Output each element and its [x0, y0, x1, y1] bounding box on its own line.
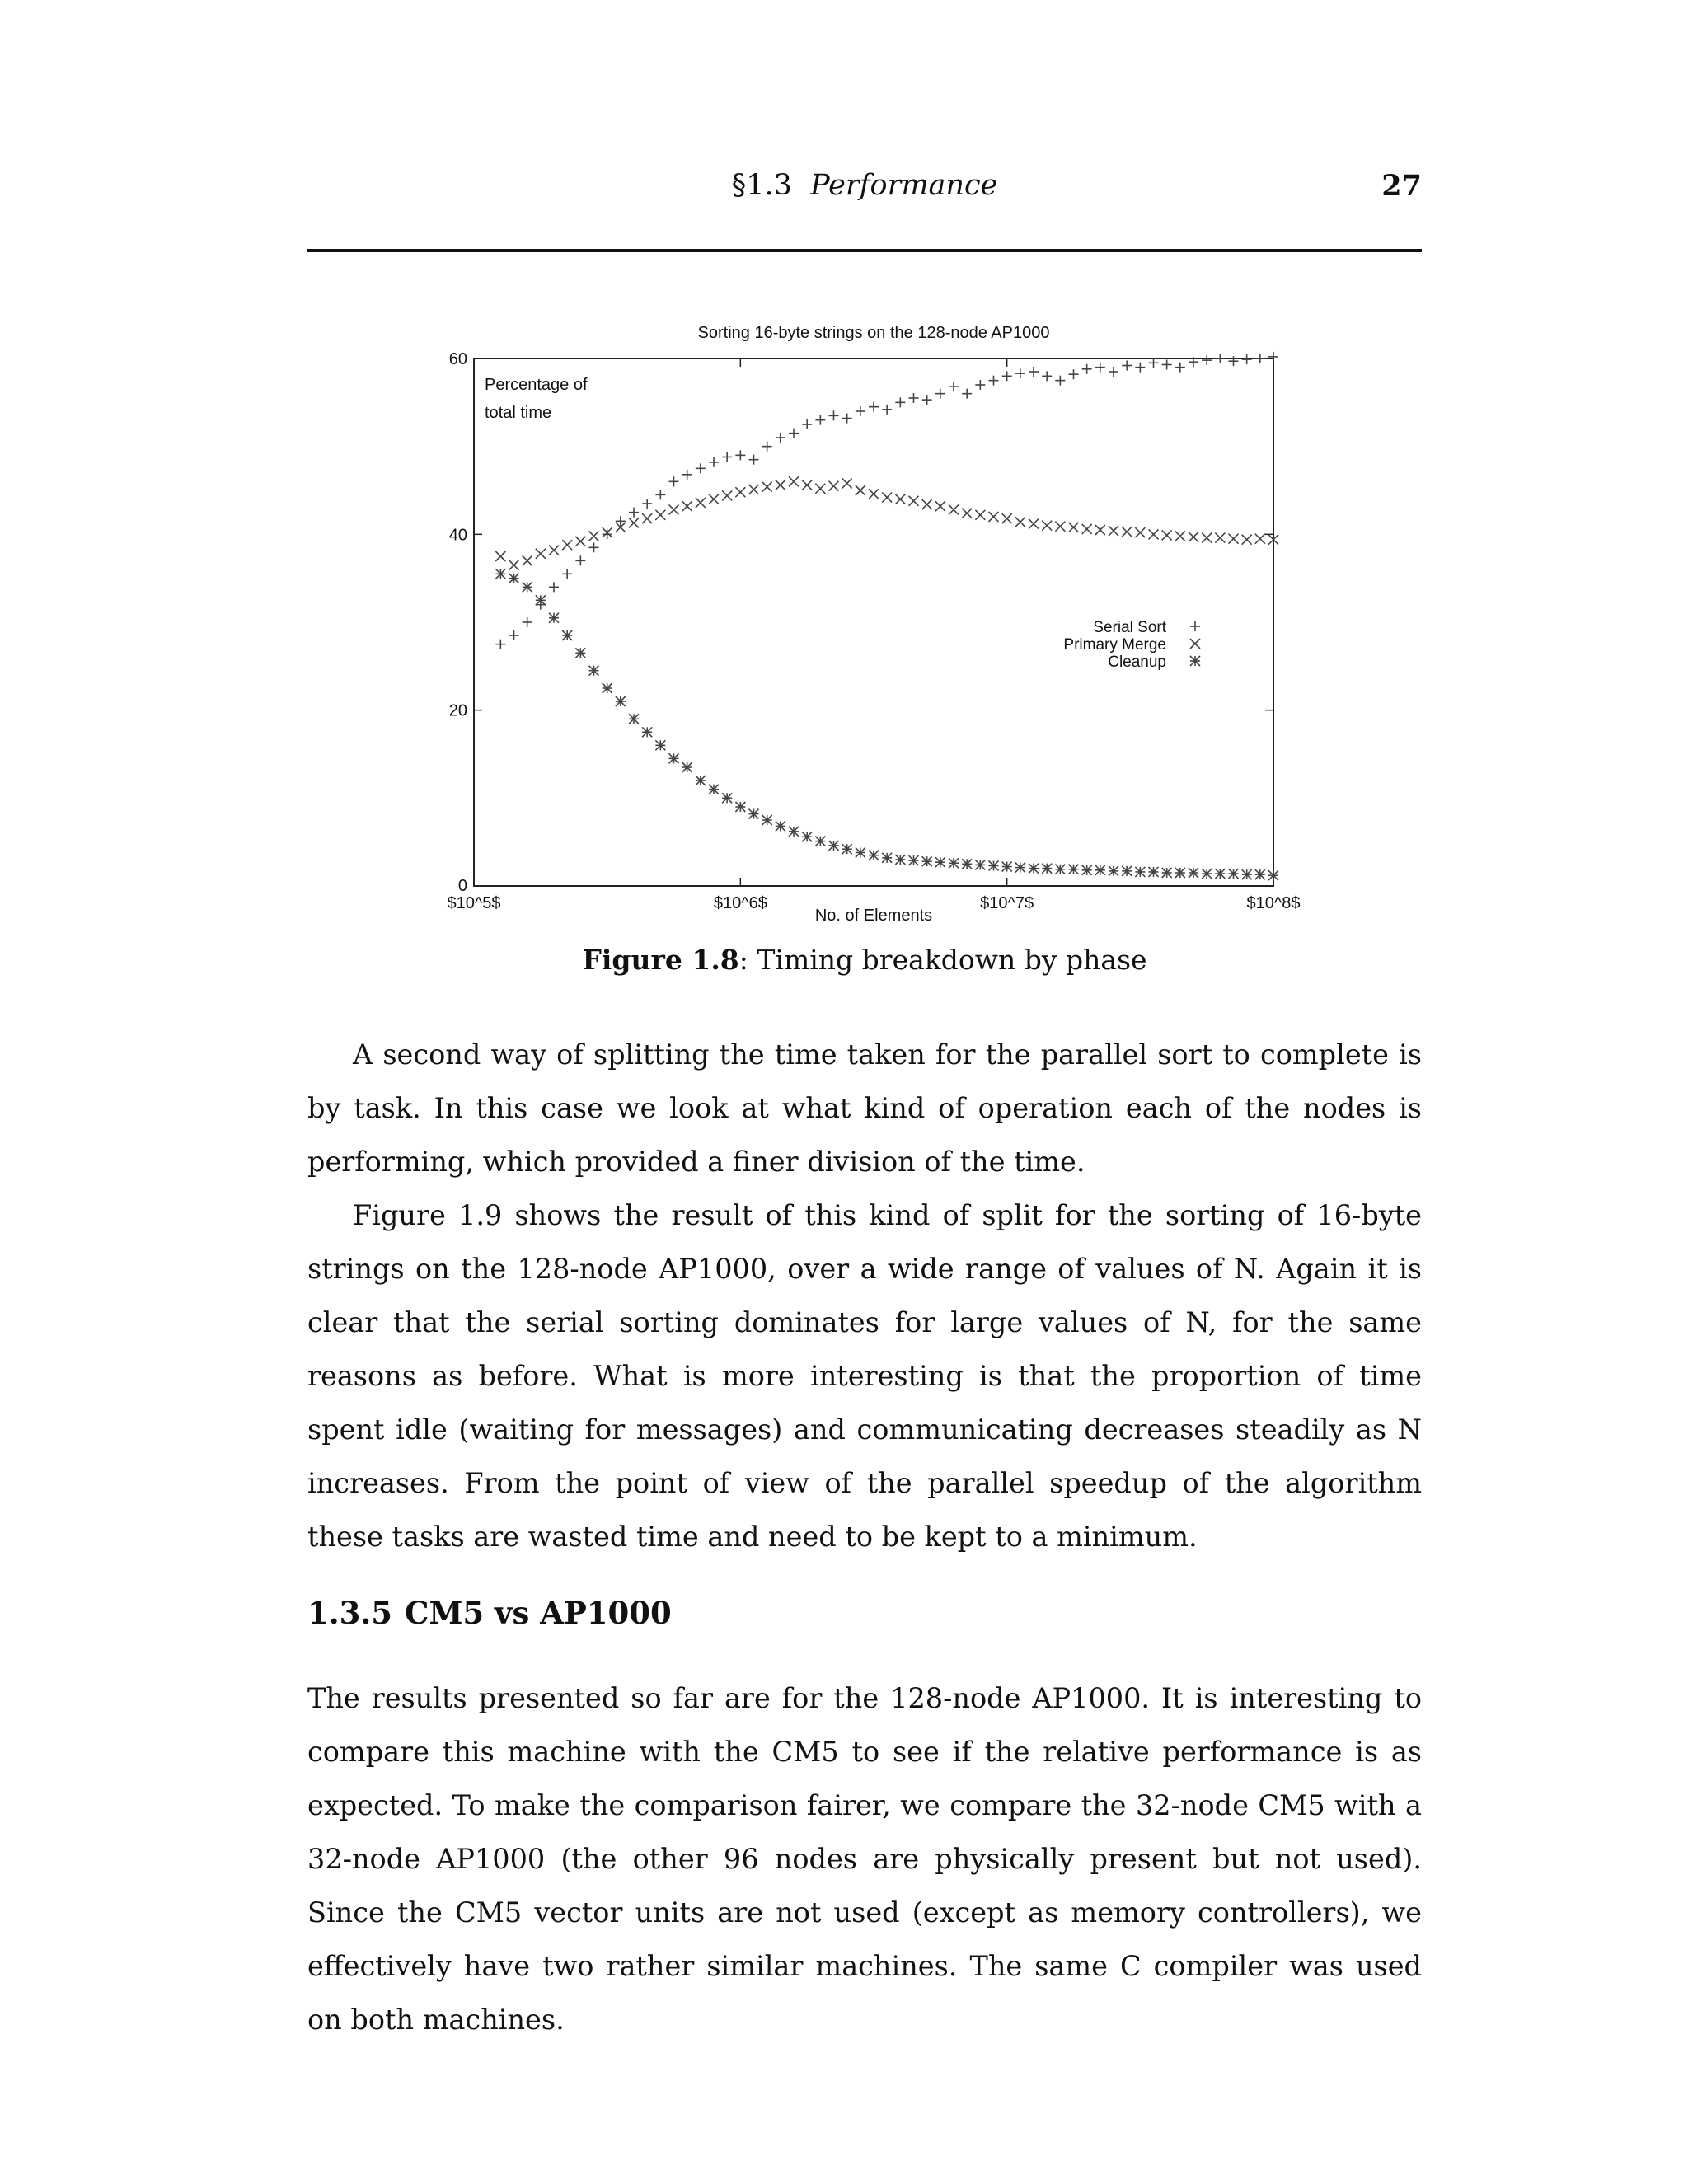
cleanup-point	[962, 859, 972, 869]
primary-merge-point	[562, 540, 572, 550]
legend-marker	[1190, 621, 1200, 631]
cleanup-point	[1029, 864, 1039, 874]
primary-merge-point	[549, 546, 559, 555]
serial-sort-point	[962, 389, 972, 399]
cleanup-point	[1015, 863, 1025, 873]
cleanup-point	[1095, 865, 1105, 875]
cleanup-point	[762, 815, 772, 825]
serial-sort-point	[629, 508, 639, 518]
primary-merge-point	[1122, 527, 1132, 537]
primary-merge-point	[975, 510, 985, 520]
cleanup-point	[1042, 864, 1052, 874]
primary-merge-point	[882, 493, 892, 503]
legend-label: Cleanup	[1108, 654, 1166, 671]
ylabel-line-1: Percentage of	[485, 376, 588, 394]
serial-sort-point	[749, 455, 759, 465]
primary-merge-point	[949, 504, 959, 514]
primary-merge-point	[1202, 533, 1212, 543]
cleanup-point	[1162, 868, 1172, 878]
serial-sort-point	[882, 405, 892, 415]
serial-sort-point	[856, 406, 865, 416]
x-tick-label: $10^5$	[447, 894, 501, 912]
serial-sort-point	[1202, 355, 1212, 365]
primary-merge-point	[749, 485, 759, 494]
cleanup-point	[922, 856, 932, 866]
data-points	[495, 352, 1278, 880]
chart-title: Sorting 16-byte strings on the 128-node AP1000	[697, 324, 1050, 342]
cleanup-point	[842, 844, 852, 854]
cleanup-point	[1255, 869, 1265, 879]
cleanup-point	[989, 860, 999, 870]
serial-sort-point	[1015, 368, 1025, 378]
cleanup-point	[562, 630, 572, 640]
primary-merge-point	[735, 487, 745, 497]
serial-sort-point	[776, 433, 785, 443]
serial-sort-point	[829, 410, 839, 420]
primary-merge-point	[842, 478, 852, 488]
cleanup-point	[776, 821, 785, 831]
primary-merge-point	[1095, 525, 1105, 535]
primary-merge-point	[1229, 534, 1239, 544]
cleanup-point	[1215, 869, 1225, 879]
primary-merge-point	[1029, 519, 1039, 529]
primary-merge-point	[709, 494, 719, 504]
caption-text: : Timing breakdown by phase	[738, 944, 1147, 976]
serial-sort-point	[762, 442, 772, 452]
cleanup-point	[589, 666, 599, 676]
cleanup-point	[696, 776, 706, 785]
serial-sort-point	[495, 640, 505, 649]
serial-sort-point	[802, 419, 812, 429]
serial-sort-point	[523, 617, 532, 627]
serial-sort-point	[709, 457, 719, 467]
cleanup-point	[1002, 862, 1012, 872]
primary-merge-point	[856, 485, 865, 495]
primary-merge-point	[895, 494, 905, 504]
caption-label: Figure 1.8	[582, 944, 739, 976]
ylabel-line-2: total time	[485, 404, 552, 422]
y-tick-label: 60	[448, 350, 467, 368]
primary-merge-point	[922, 499, 932, 509]
serial-sort-point	[1149, 358, 1159, 368]
section-number: 1.3.5	[307, 1595, 392, 1631]
cleanup-point	[802, 832, 812, 841]
primary-merge-point	[829, 481, 839, 491]
x-tick-label: $10^6$	[713, 894, 767, 912]
serial-sort-point	[1109, 367, 1118, 377]
cleanup-point	[1109, 866, 1118, 876]
serial-sort-point	[895, 397, 905, 407]
y-tick-label: 0	[457, 877, 467, 895]
primary-merge-point	[1069, 523, 1079, 532]
primary-merge-point	[495, 551, 505, 561]
serial-sort-point	[735, 450, 745, 460]
primary-merge-point	[523, 555, 532, 565]
cleanup-point	[603, 683, 612, 693]
timing-chart	[420, 313, 1311, 940]
cleanup-point	[575, 648, 585, 658]
paragraph: The results presented so far are for the 128-node AP1000. It is interesting to compare this machine with the CM5 to see if the relative performance is as expected. To make the comparison fairer, we compare the 32-node CM5 with a 32-node AP1000 (the other 96 nodes are physically present but not used). Since the CM5 vector units are not used (except as memory controllers), we effectively have two rather similar machines. The same C compiler was used on both machines.	[307, 1682, 1422, 2036]
x-tick-label: $10^7$	[980, 894, 1034, 912]
serial-sort-point	[1242, 354, 1252, 364]
cleanup-point	[1082, 865, 1092, 875]
primary-merge-point	[682, 501, 692, 511]
primary-merge-point	[1162, 530, 1172, 540]
serial-sort-point	[1215, 354, 1225, 363]
cleanup-point	[1122, 866, 1132, 876]
serial-sort-point	[935, 389, 945, 399]
cleanup-point	[975, 860, 985, 869]
primary-merge-point	[696, 498, 706, 508]
primary-merge-point	[762, 482, 772, 492]
serial-sort-point	[655, 490, 665, 499]
primary-merge-point	[509, 560, 519, 570]
cleanup-point	[1268, 870, 1278, 880]
cleanup-point	[536, 595, 546, 605]
serial-sort-point	[1162, 359, 1172, 369]
y-tick-label: 40	[448, 526, 467, 545]
serial-sort-point	[642, 499, 652, 509]
serial-sort-point	[722, 452, 732, 462]
serial-sort-point	[922, 395, 932, 405]
primary-merge-point	[1109, 526, 1118, 536]
primary-merge-point	[1015, 517, 1025, 527]
axis-ticks	[448, 350, 1301, 912]
primary-merge-point	[1055, 522, 1065, 532]
primary-merge-point	[589, 531, 599, 541]
section-title: Performance	[810, 169, 998, 202]
serial-sort-point	[1069, 369, 1079, 379]
cleanup-point	[669, 753, 679, 763]
serial-sort-point	[1095, 363, 1105, 373]
serial-sort-point	[669, 476, 679, 486]
cleanup-point	[735, 802, 745, 812]
primary-merge-point	[1215, 533, 1225, 543]
cleanup-point	[495, 569, 505, 579]
legend-marker	[1190, 639, 1200, 649]
cleanup-point	[789, 827, 799, 837]
serial-sort-point	[1029, 367, 1039, 377]
serial-sort-point	[869, 402, 879, 412]
primary-merge-point	[962, 509, 972, 518]
serial-sort-point	[909, 393, 919, 403]
serial-sort-point	[1255, 354, 1265, 363]
serial-sort-point	[562, 569, 572, 579]
serial-sort-point	[575, 555, 585, 565]
serial-sort-point	[549, 582, 559, 592]
serial-sort-point	[789, 429, 799, 438]
cleanup-point	[856, 847, 865, 857]
primary-merge-point	[789, 476, 799, 486]
serial-sort-point	[989, 376, 999, 386]
serial-sort-point	[1002, 371, 1012, 381]
primary-merge-point	[1242, 535, 1252, 545]
primary-merge-point	[776, 480, 785, 490]
cleanup-point	[869, 851, 879, 860]
chart-legend	[1063, 619, 1200, 671]
cleanup-point	[709, 785, 719, 794]
running-head	[307, 169, 1422, 218]
x-tick-label: $10^8$	[1246, 894, 1301, 912]
page-number: 27	[1381, 169, 1422, 203]
primary-merge-point	[935, 501, 945, 511]
serial-sort-point	[603, 529, 612, 539]
primary-merge-point	[536, 549, 546, 559]
serial-sort-point	[1122, 361, 1132, 371]
cleanup-point	[1189, 868, 1198, 878]
primary-merge-point	[1082, 524, 1092, 534]
serial-sort-point	[1175, 363, 1185, 373]
cleanup-point	[909, 855, 919, 865]
cleanup-point	[655, 740, 665, 750]
serial-sort-point	[1042, 371, 1052, 381]
section-heading	[307, 1595, 672, 1631]
body-text-block-1	[307, 1028, 1422, 1563]
serial-sort-point	[1082, 364, 1092, 374]
primary-merge-point	[1042, 521, 1052, 531]
cleanup-point	[1229, 869, 1239, 879]
cleanup-point	[935, 857, 945, 867]
legend-marker	[1190, 656, 1200, 666]
primary-merge-point	[989, 512, 999, 522]
primary-merge-point	[642, 513, 652, 523]
cleanup-point	[642, 727, 652, 737]
serial-sort-point	[1135, 363, 1145, 373]
cleanup-point	[815, 837, 825, 846]
cleanup-point	[616, 696, 626, 706]
x-axis-label: No. of Elements	[814, 907, 933, 925]
figure-caption	[307, 944, 1422, 976]
serial-sort-point	[815, 415, 825, 425]
primary-merge-point	[722, 490, 732, 500]
primary-merge-point	[815, 484, 825, 494]
cleanup-point	[722, 793, 732, 803]
cleanup-point	[509, 574, 519, 583]
serial-sort-point	[975, 380, 985, 390]
serial-sort-point	[589, 542, 599, 552]
primary-merge-point	[1255, 534, 1265, 544]
running-head-section	[307, 169, 1422, 202]
primary-merge-point	[869, 489, 879, 499]
body-text-block-2	[307, 1671, 1422, 2046]
y-tick-label: 20	[448, 701, 467, 720]
legend-label: Primary Merge	[1063, 636, 1166, 654]
serial-sort-point	[1055, 376, 1065, 386]
header-rule	[307, 249, 1422, 252]
cleanup-point	[949, 858, 959, 868]
primary-merge-point	[629, 518, 639, 527]
cleanup-point	[523, 582, 532, 592]
cleanup-point	[882, 853, 892, 863]
primary-merge-point	[1149, 529, 1159, 539]
cleanup-point	[1202, 869, 1212, 879]
primary-merge-point	[575, 537, 585, 546]
cleanup-point	[1135, 867, 1145, 877]
serial-sort-point	[509, 630, 519, 640]
cleanup-point	[629, 714, 639, 724]
cleanup-point	[749, 809, 759, 819]
serial-sort-point	[1268, 352, 1278, 362]
serial-sort-point	[842, 414, 852, 424]
cleanup-point	[1242, 869, 1252, 879]
primary-merge-point	[909, 496, 919, 506]
primary-merge-point	[669, 504, 679, 514]
primary-merge-point	[802, 480, 812, 490]
legend-label: Serial Sort	[1093, 619, 1166, 636]
cleanup-point	[1149, 867, 1159, 877]
cleanup-point	[549, 613, 559, 623]
primary-merge-point	[1135, 527, 1145, 537]
cleanup-point	[1055, 865, 1065, 874]
serial-sort-point	[696, 463, 706, 473]
cleanup-point	[829, 841, 839, 851]
cleanup-point	[1069, 865, 1079, 874]
cleanup-point	[1175, 868, 1185, 878]
paragraph: Figure 1.9 shows the result of this kind of split for the sorting of 16-byte strings on the 128-node AP1000, over a wide range of values of N. Again it is clear that the serial sorting dominates for large values of N, for the same reasons as before. What is more interesting is that the proportion of time spent idle (waiting for messages) and communicating decreases steadily as N increases. From the point of view of the parallel speedup of the algorithm these tasks are wasted time and need to be kept to a minimum.	[307, 1199, 1422, 1553]
primary-merge-point	[1175, 531, 1185, 541]
primary-merge-point	[655, 510, 665, 520]
serial-sort-point	[949, 382, 959, 391]
cleanup-point	[895, 855, 905, 865]
serial-sort-point	[682, 470, 692, 480]
primary-merge-point	[1002, 513, 1012, 523]
cleanup-point	[682, 762, 692, 772]
section-symbol: §1.3	[731, 169, 792, 202]
section-heading-title: CM5 vs AP1000	[405, 1595, 672, 1631]
paragraph: A second way of splitting the time taken for the parallel sort to complete is by task. In this case we look at what kind of operation each of the nodes is performing, which provided a finer division of the time.	[307, 1038, 1422, 1178]
primary-merge-point	[1189, 532, 1198, 542]
